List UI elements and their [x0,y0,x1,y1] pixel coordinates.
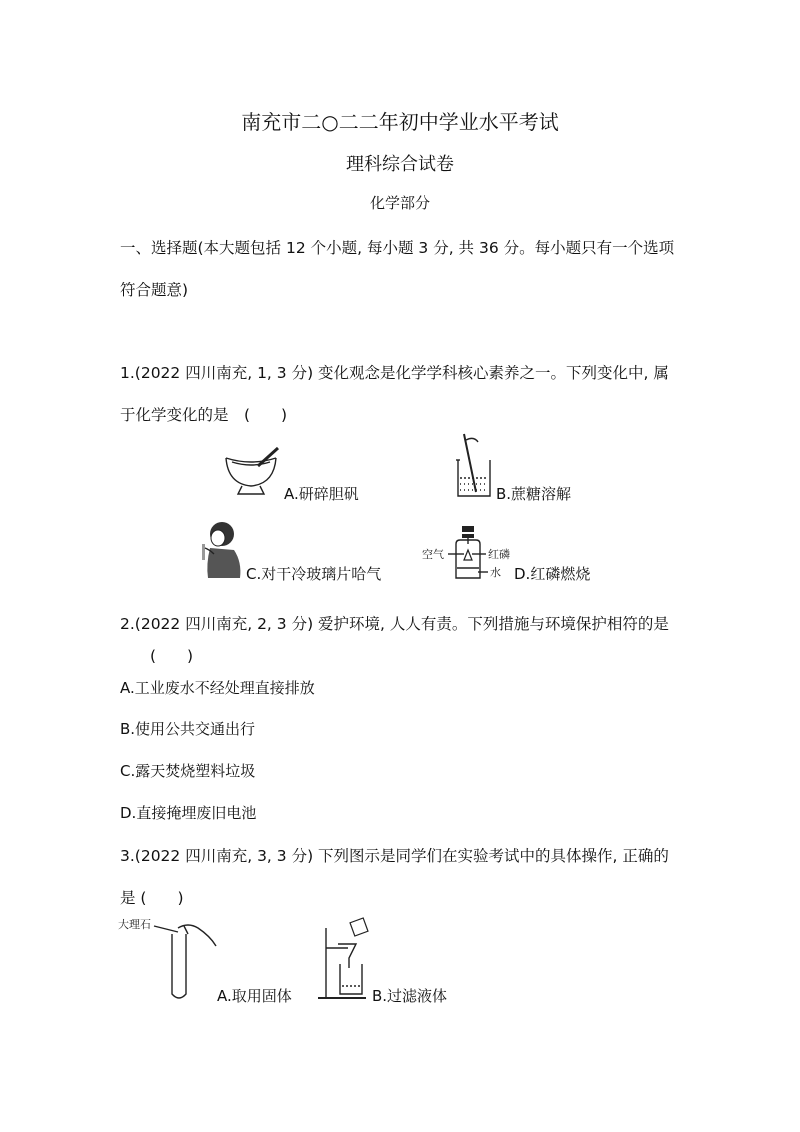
label-air: 空气 [422,548,444,561]
q2-option-c[interactable]: C.露天焚烧塑料垃圾 [120,762,256,780]
q1-option-a[interactable]: A.研碎胆矾 [284,485,359,503]
q1-option-c[interactable]: C.对干冷玻璃片哈气 [246,565,382,583]
part-heading-line2: 符合题意) [120,281,189,299]
q3-stem-line2: 是 ( ) [120,889,184,907]
q2-option-b[interactable]: B.使用公共交通出行 [120,720,256,738]
exam-subtitle: 理科综合试卷 [346,154,454,175]
q1-stem-line2: 于化学变化的是 ( ) [120,406,288,424]
q1-option-d[interactable]: D.红磷燃烧 [514,565,591,583]
q2-stem-line2: ( ) [150,647,194,665]
filtration-apparatus-icon [314,914,370,1004]
girl-breathing-icon [196,518,246,580]
label-marble: 大理石 [118,918,151,931]
exam-title: 南充市二○二二年初中学业水平考试 [241,110,559,134]
q3-option-a[interactable]: A.取用固体 [217,987,292,1005]
label-water: 水 [490,566,501,579]
test-tube-marble-icon [118,914,218,1002]
section-title: 化学部分 [369,194,430,212]
phosphorus-jar-icon [422,524,518,582]
q2-option-d[interactable]: D.直接掩埋废旧电池 [120,804,257,822]
label-red-phosphorus: 红磷 [488,548,510,561]
beaker-stirring-icon [448,432,494,500]
q2-option-a[interactable]: A.工业废水不经处理直接排放 [120,679,315,697]
part-heading-line1: 一、选择题(本大题包括 12 个小题, 每小题 3 分, 共 36 分。每小题只有一个选项 [120,239,675,257]
q3-option-b[interactable]: B.过滤液体 [372,987,448,1005]
q3-stem-line1: 3.(2022 四川南充, 3, 3 分) 下列图示是同学们在实验考试中的具体操作, 正确的 [120,847,669,865]
q1-stem-line1: 1.(2022 四川南充, 1, 3 分) 变化观念是化学学科核心素养之一。下列变化中, 属 [120,364,669,382]
q1-option-b[interactable]: B.蔗糖溶解 [496,485,572,503]
q2-stem-line1: 2.(2022 四川南充, 2, 3 分) 爱护环境, 人人有责。下列措施与环境保护相符的是 [120,615,669,633]
mortar-pestle-icon [222,446,280,498]
